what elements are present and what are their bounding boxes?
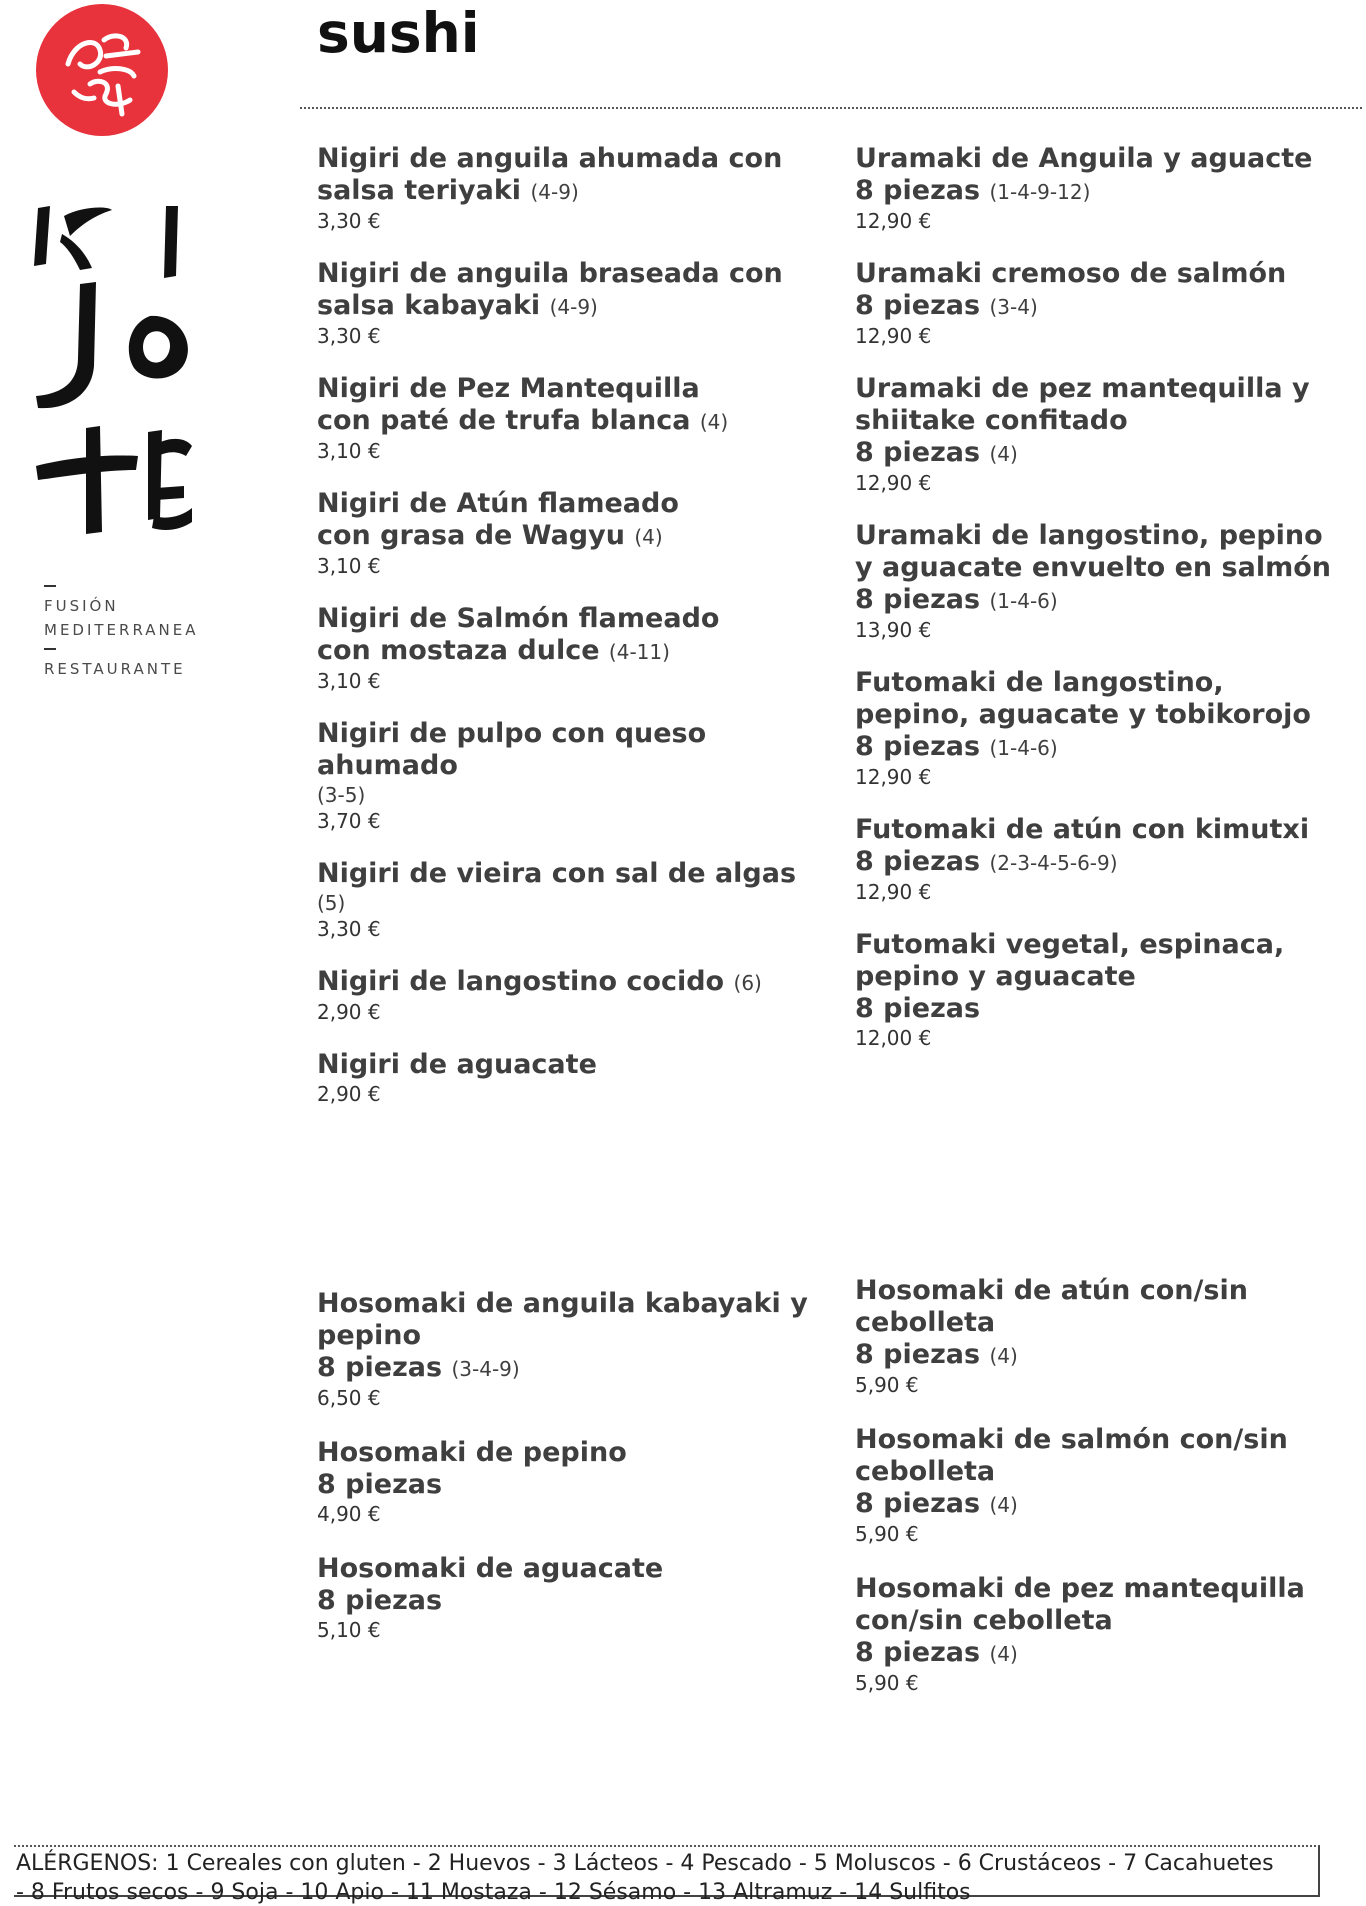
menu-item-pieces: 8 piezas — [855, 731, 981, 762]
menu-item — [855, 258, 1366, 349]
allergen-legend-line: - 8 Frutos secos - 9 Soja - 10 Apio - 11 Mostaza - 12 Sésamo - 13 Altramuz - 14 Sulfitos — [16, 1880, 971, 1905]
menu-item-allergens: (4) — [989, 1344, 1018, 1368]
menu-item-pieces: 8 piezas — [855, 175, 981, 206]
menu-item-price: 12,00 € — [855, 1026, 932, 1050]
page-title: sushi — [317, 1, 480, 65]
menu-item-pieces: 8 piezas — [317, 1469, 443, 1500]
menu-item-allergens: (1-4-6) — [989, 589, 1058, 613]
menu-item-name: Futomaki vegetal, espinaca, pepino y aguacate — [855, 929, 1285, 992]
menu-item-allergens: (4-9) — [530, 180, 579, 204]
hosomaki-left-column — [317, 1288, 847, 1643]
menu-item-allergens: (4) — [989, 1642, 1018, 1666]
menu-item — [317, 488, 847, 579]
menu-item-allergens: (1-4-9-12) — [989, 180, 1091, 204]
allergen-legend-line: ALÉRGENOS: 1 Cereales con gluten - 2 Huevos - 3 Lácteos - 4 Pescado - 5 Moluscos - 6 Crustáceos - 7 Cacahuetes — [16, 1851, 1274, 1876]
menu-item — [317, 718, 847, 834]
menu-item-pieces: 8 piezas — [317, 1585, 443, 1616]
nigiri-column — [317, 143, 847, 1107]
tagline-divider — [44, 585, 56, 587]
menu-item-price: 12,90 € — [855, 471, 932, 495]
menu-item-name — [317, 603, 847, 668]
menu-item-pieces: 8 piezas — [855, 437, 981, 468]
menu-item-allergens: (4-11) — [608, 640, 670, 664]
tagline-restaurante: RESTAURANTE — [44, 660, 186, 678]
menu-item-allergens: (4) — [634, 525, 663, 549]
menu-item-name: Uramaki cremoso de salmón — [855, 258, 1287, 289]
menu-item-allergens: (2-3-4-5-6-9) — [989, 851, 1118, 875]
menu-item-name-text: Nigiri de langostino cocido — [317, 966, 725, 997]
menu-item-price: 12,90 € — [855, 765, 932, 789]
menu-item-price: 12,90 € — [855, 880, 932, 904]
menu-item-pieces: 8 piezas — [855, 290, 981, 321]
menu-item-price: 5,90 € — [855, 1373, 919, 1397]
menu-item-price: 5,90 € — [855, 1671, 919, 1695]
menu-item-price: 3,30 € — [317, 209, 381, 233]
menu-item-price: 3,10 € — [317, 669, 381, 693]
menu-item-name — [317, 143, 847, 208]
menu-item — [317, 1437, 847, 1527]
menu-item-price: 2,90 € — [317, 1082, 381, 1106]
menu-item-price: 3,10 € — [317, 554, 381, 578]
menu-item-allergens: (3-4) — [989, 295, 1038, 319]
menu-item-name: Nigiri de aguacate — [317, 1049, 597, 1080]
menu-item-name: Hosomaki de pez mantequilla con/sin cebolleta — [855, 1573, 1305, 1636]
tagline-mediterranea: MEDITERRANEA — [44, 621, 199, 639]
menu-item-name — [317, 966, 847, 999]
menu-item-name — [317, 373, 847, 438]
menu-item-name: Uramaki de Anguila y aguacte — [855, 143, 1313, 174]
menu-item-price: 12,90 € — [855, 324, 932, 348]
menu-item — [317, 858, 847, 942]
tagline-divider — [44, 648, 56, 650]
seal-logo-icon — [34, 2, 170, 138]
menu-item-price: 3,30 € — [317, 324, 381, 348]
menu-item-name: Uramaki de pez mantequilla y shiitake confitado — [855, 373, 1310, 436]
tagline-fusion: FUSIÓN — [44, 597, 119, 615]
menu-item-name: Futomaki de atún con kimutxi — [855, 814, 1310, 845]
menu-item-allergens: (5) — [317, 891, 346, 915]
menu-item-price: 6,50 € — [317, 1386, 381, 1410]
menu-item-name-text: Nigiri de anguila braseada con salsa kabayaki — [317, 258, 783, 321]
menu-item — [855, 1424, 1366, 1547]
menu-item-allergens: (3-5) — [317, 783, 366, 807]
menu-item-price: 3,70 € — [317, 809, 381, 833]
menu-item — [855, 929, 1366, 1051]
menu-item-price: 5,10 € — [317, 1618, 381, 1642]
menu-item-allergens: (4) — [699, 410, 729, 434]
menu-item-name — [317, 488, 847, 553]
menu-item-name: Nigiri de vieira con sal de algas — [317, 858, 797, 889]
menu-item-name: Nigiri de pulpo con queso ahumado — [317, 718, 707, 781]
menu-item-allergens: (4-9) — [549, 295, 598, 319]
menu-item-pieces: 8 piezas — [855, 1488, 981, 1519]
title-divider — [300, 107, 1362, 109]
menu-item-name: Hosomaki de atún con/sin cebolleta — [855, 1275, 1248, 1338]
menu-item — [317, 1288, 847, 1411]
menu-item-price: 3,30 € — [317, 917, 381, 941]
menu-item-pieces: 8 piezas — [855, 584, 981, 615]
menu-item — [317, 258, 847, 349]
menu-item-name-text: Nigiri de Pez Mantequilla con paté de trufa blanca — [317, 373, 700, 436]
menu-item-name-text: Nigiri de Salmón flameado con mostaza dulce — [317, 603, 720, 666]
menu-item-price: 2,90 € — [317, 1000, 381, 1024]
menu-item-allergens: (1-4-6) — [989, 736, 1058, 760]
menu-item-name-text: Nigiri de anguila ahumada con salsa teriyaki — [317, 143, 783, 206]
menu-item-price: 13,90 € — [855, 618, 932, 642]
menu-item-pieces: 8 piezas — [855, 1339, 981, 1370]
menu-item — [855, 373, 1366, 496]
menu-item — [317, 966, 847, 1025]
menu-item-pieces: 8 piezas — [855, 993, 981, 1024]
menu-item-allergens: (4) — [989, 442, 1018, 466]
restaurant-tagline — [44, 585, 199, 686]
menu-item-allergens: (4) — [989, 1493, 1018, 1517]
menu-item-price: 4,90 € — [317, 1502, 381, 1526]
menu-item-name — [317, 258, 847, 323]
menu-item-name: Hosomaki de pepino — [317, 1437, 627, 1468]
menu-item — [317, 1049, 847, 1107]
menu-item — [317, 603, 847, 694]
menu-item — [855, 1573, 1366, 1696]
menu-item-name: Futomaki de langostino, pepino, aguacate y tobikorojo — [855, 667, 1311, 730]
menu-item — [317, 1553, 847, 1643]
menu-item-name: Hosomaki de salmón con/sin cebolleta — [855, 1424, 1288, 1487]
maki-column — [855, 143, 1366, 1051]
menu-item-pieces: 8 piezas — [317, 1352, 443, 1383]
menu-item — [855, 143, 1366, 234]
menu-item-name-text: Nigiri de Atún flameado con grasa de Wagyu — [317, 488, 679, 551]
menu-item-name: Hosomaki de anguila kabayaki y pepino — [317, 1288, 808, 1351]
menu-item — [855, 667, 1366, 790]
menu-item — [855, 520, 1366, 643]
menu-item-price: 12,90 € — [855, 209, 932, 233]
menu-item-pieces: 8 piezas — [855, 846, 981, 877]
menu-item-name: Uramaki de langostino, pepino y aguacate envuelto en salmón — [855, 520, 1331, 583]
kijote-wordmark-icon — [16, 198, 194, 544]
menu-item-name: Hosomaki de aguacate — [317, 1553, 664, 1584]
menu-item-allergens: (3-4-9) — [451, 1357, 520, 1381]
menu-item-allergens: (6) — [733, 971, 762, 995]
allergen-legend — [14, 1845, 1320, 1905]
hosomaki-right-column — [855, 1275, 1366, 1696]
menu-item — [317, 373, 847, 464]
menu-item-pieces: 8 piezas — [855, 1637, 981, 1668]
menu-item-price: 5,90 € — [855, 1522, 919, 1546]
menu-item — [317, 143, 847, 234]
menu-item-price: 3,10 € — [317, 439, 381, 463]
menu-item — [855, 814, 1366, 905]
menu-item — [855, 1275, 1366, 1398]
